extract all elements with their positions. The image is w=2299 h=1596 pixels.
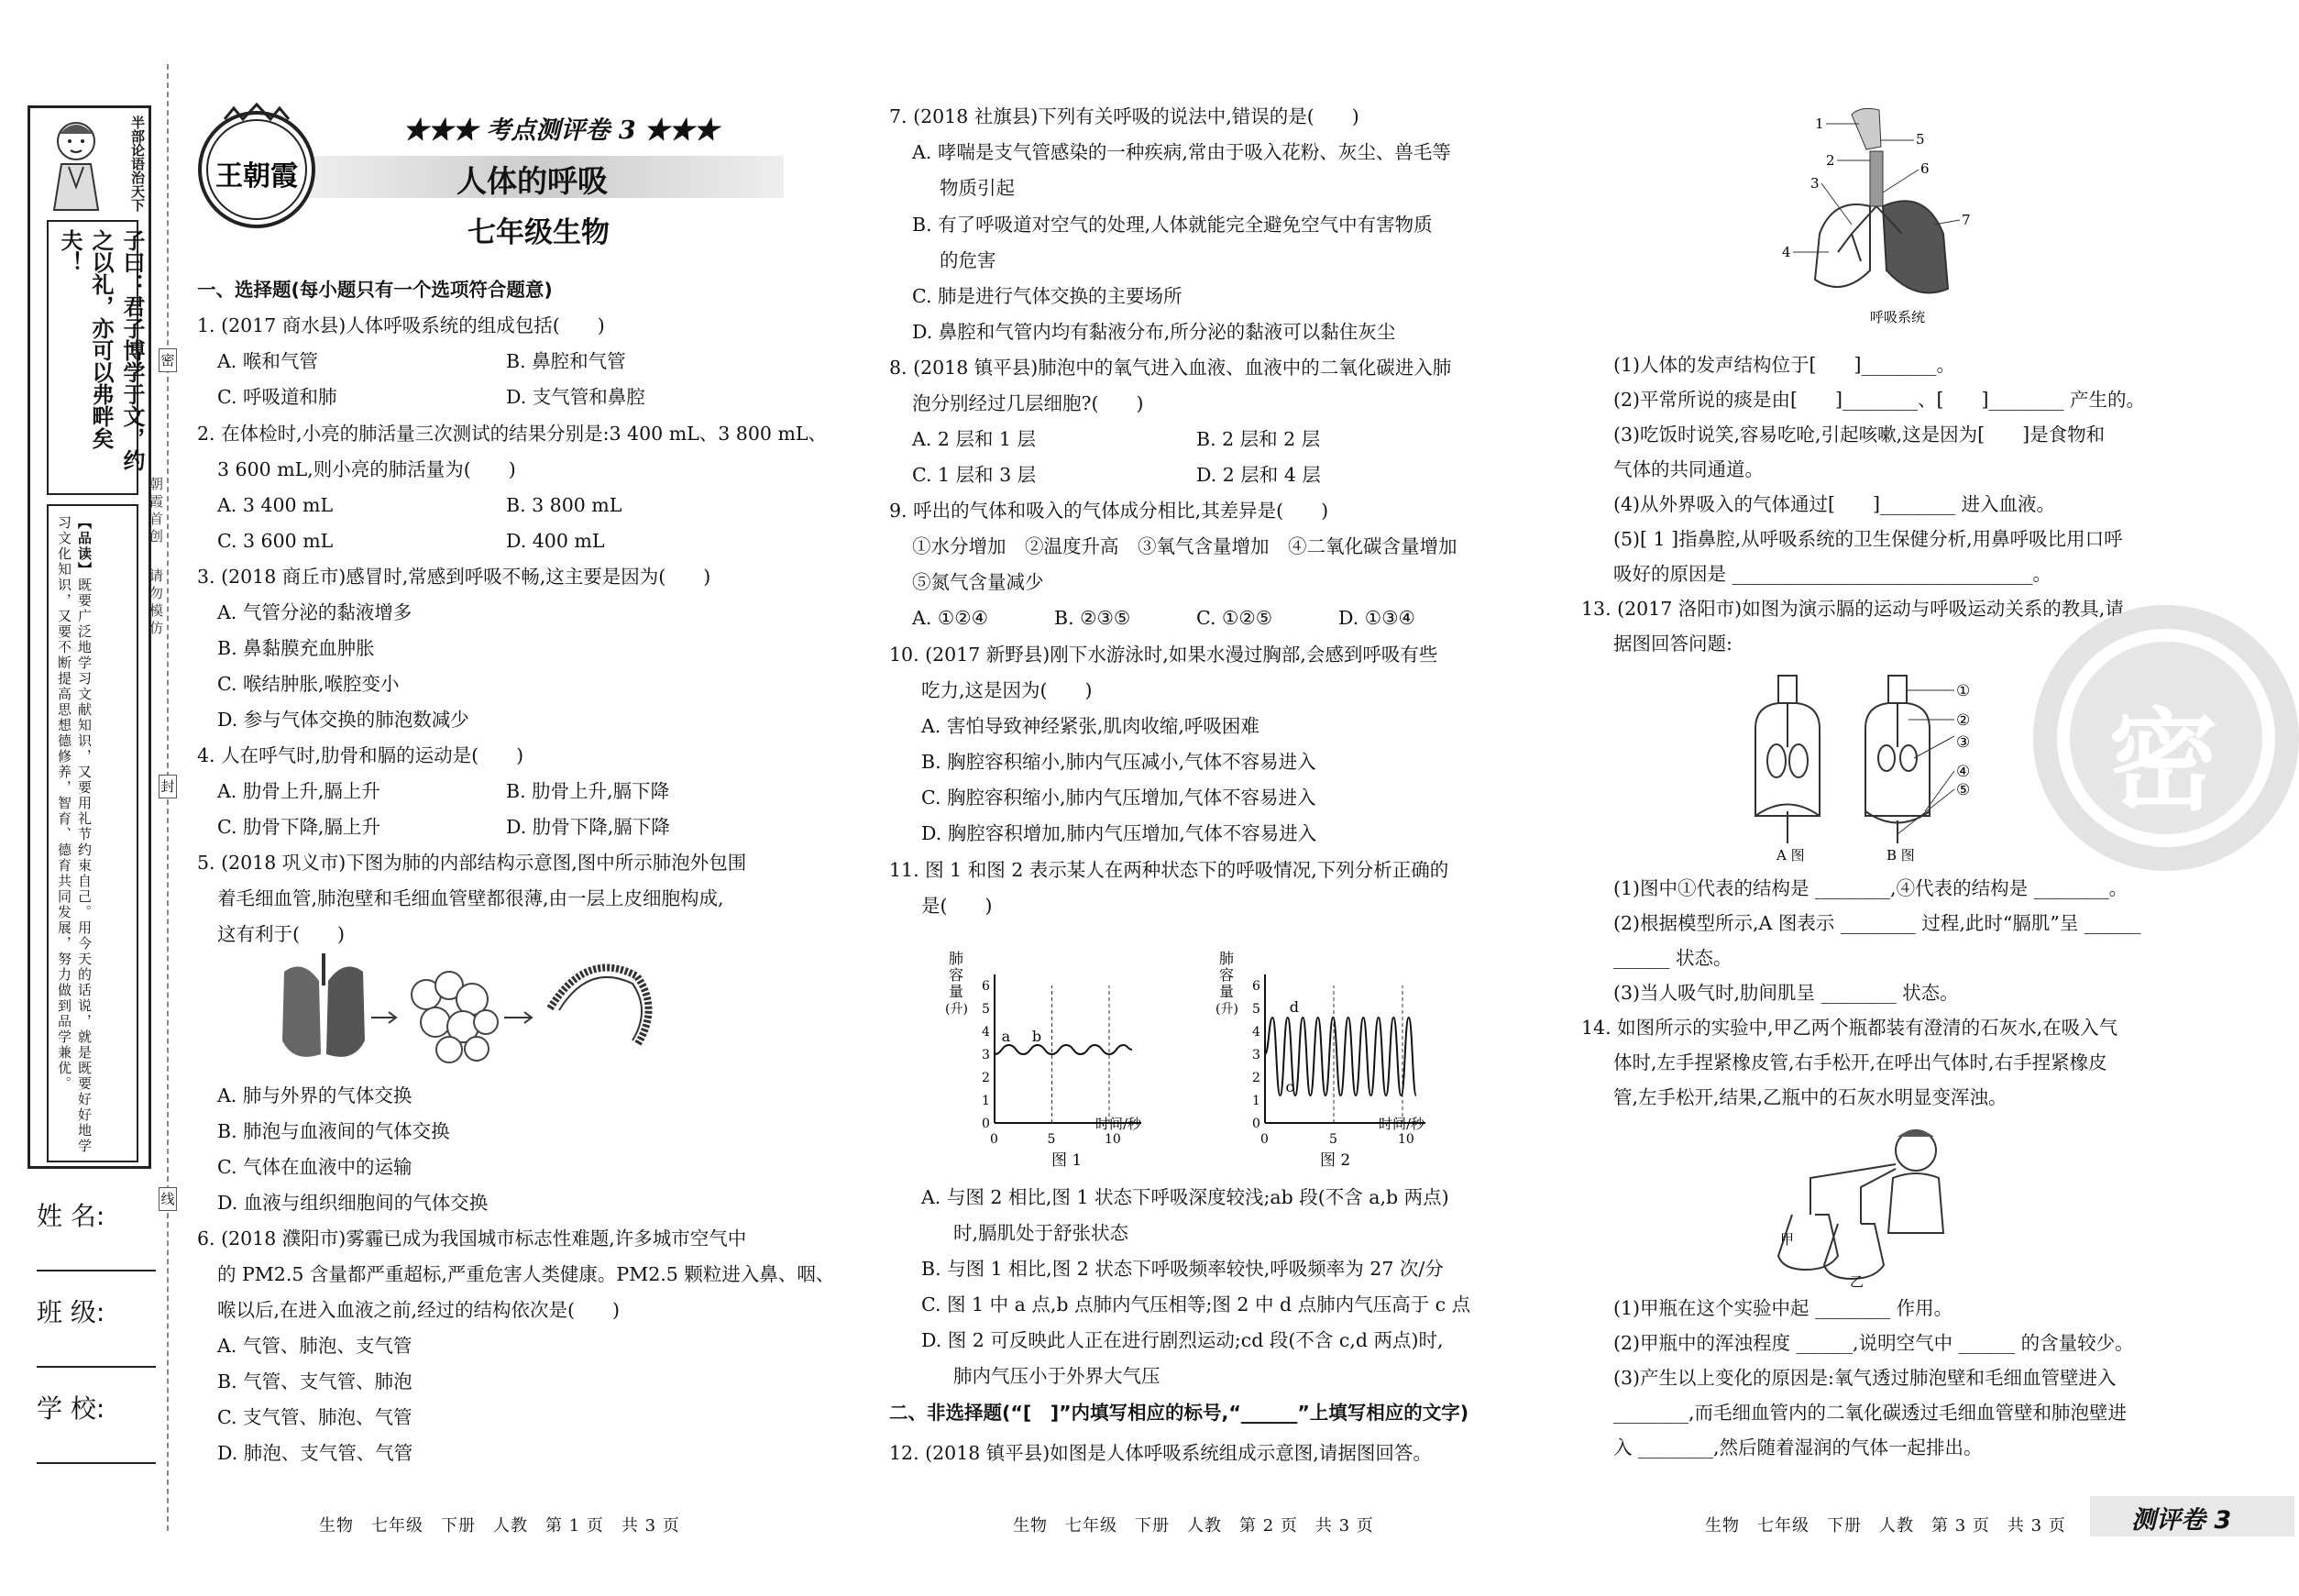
q14-part-3: (3)产生以上变化的原因是:氧气透过肺泡壁和毛细血管壁进入 (1613, 1367, 2117, 1389)
q11-stem: 11. 图 1 和图 2 表示某人在两种状态下的呼吸情况,下列分析正确的 (889, 859, 1449, 881)
chart2-caption: 图 2 (1320, 1151, 1351, 1170)
q3-option-a: A. 气管分泌的黏液增多 (217, 601, 412, 623)
q5-stem-cont-1: 着毛细血管,肺泡壁和毛细血管壁都很薄,由一层上皮细胞构成, (217, 887, 724, 909)
q7-stem: 7. (2018 社旗县)下列有关呼吸的说法中,错误的是( ) (889, 105, 1359, 127)
lime-water-experiment-figure (1778, 1123, 1980, 1288)
q6-stem-cont-2: 喉以后,在进入血液之前,经过的结构依次是( ) (217, 1299, 621, 1321)
q13-stem-cont: 据图回答问题: (1613, 633, 1732, 655)
footer-page-1: 生物 七年级 下册 人教 第 1 页 共 3 页 (319, 1516, 680, 1535)
q6-option-b: B. 气管、支气管、肺泡 (217, 1370, 412, 1392)
q14-stem: 14. 如图所示的实验中,甲乙两个瓶都装有澄清的石灰水,在吸入气 (1581, 1017, 2118, 1039)
alveoli-cluster-icon (412, 972, 498, 1062)
margin-vertical-tag: 半部论语治天下 (129, 116, 146, 212)
q14-stem-cont-2: 管,左手松开,结果,乙瓶中的石灰水明显变浑浊。 (1613, 1086, 2008, 1108)
q12-part-1: (1)人体的发声结构位于[ ]________。 (1613, 354, 1956, 376)
name-field-label: 姓 名: (37, 1201, 105, 1231)
q14-part-3-cont-2: 入 ________,然后随着湿润的气体一起排出。 (1613, 1436, 1983, 1458)
q9-stem: 9. 呼出的气体和吸入的气体成分相比,其差异是( ) (889, 500, 1329, 522)
q2-stem: 2. 在体检时,小亮的肺活量三次测试的结果分别是:3 400 mL、3 800 mL、 (197, 423, 828, 445)
q10-option-d: D. 胸腔容积增加,肺内气压增加,气体不容易进入 (921, 822, 1317, 844)
c1-ytick: 2 (982, 1071, 990, 1085)
q1-option-d: D. 支气管和鼻腔 (506, 386, 645, 408)
q5-option-d: D. 血液与组织细胞间的气体交换 (217, 1192, 489, 1214)
lung-structure-figure (275, 953, 660, 1068)
respiratory-system-figure (1778, 105, 1998, 325)
school-field-label: 学 校: (37, 1393, 105, 1424)
breathing-chart-1 (945, 949, 1169, 1170)
q1-option-b: B. 鼻腔和气管 (506, 350, 626, 372)
resp-label-3: 3 (1810, 175, 1820, 192)
q11-option-a: A. 与图 2 相比,图 1 状态下呼吸深度较浅;ab 段(不含 a,b 两点) (921, 1186, 1449, 1208)
q7-option-d: D. 鼻腔和气管内均有黏液分布,所分泌的黏液可以黏住灰尘 (912, 321, 1396, 343)
q9-option-a: A. ①②④ (912, 607, 988, 629)
right-lung-shape (1883, 201, 1948, 292)
c1-xtick: 10 (1105, 1132, 1121, 1147)
seal-mark-3: 线 (159, 1187, 177, 1211)
q12-part-5-cont: 吸好的原因是 ________________________________。 (1613, 563, 2052, 585)
confucius-cartoon-icon (36, 114, 116, 215)
q11-option-c: C. 图 1 中 a 点,b 点肺内气压相等;图 2 中 d 点肺内气压高于 c 点 (921, 1293, 1471, 1315)
breathing-chart-2 (1216, 949, 1458, 1170)
model-label-2: ② (1956, 711, 1971, 730)
series-number: 3 (618, 116, 636, 145)
model-label-4: ④ (1956, 763, 1971, 781)
name-field-line[interactable] (37, 1270, 156, 1271)
q5-option-c: C. 气体在血液中的运输 (217, 1156, 412, 1178)
c2-ytick: 6 (1252, 979, 1260, 994)
q5-stem: 5. (2018 巩义市)下图为肺的内部结构示意图,图中所示肺泡外包围 (197, 852, 747, 874)
nasal-cavity-shape (1852, 108, 1881, 149)
c2-ytick: 1 (1252, 1094, 1260, 1108)
c1-xtick: 5 (1047, 1132, 1056, 1147)
brand-logo-text: 王朝霞 (215, 160, 298, 193)
model-label-3: ③ (1956, 733, 1971, 752)
chart1-ylabel-3: 量 (949, 983, 964, 1000)
model-leader-lines (1898, 690, 1954, 834)
c1-ytick: 1 (982, 1094, 990, 1108)
c2-ytick: 3 (1252, 1048, 1260, 1062)
c2-xtick: 5 (1329, 1132, 1337, 1147)
reading-text (54, 515, 94, 1157)
chart1-xlabel: 时间/秒 (1095, 1116, 1142, 1132)
chart2-point-c: c (1285, 1078, 1294, 1095)
corner-tag: 测评卷 3 (2131, 1506, 2232, 1535)
series-name: 考点测评卷 (486, 116, 610, 145)
chart2-ylabel-1: 肺 (1219, 950, 1235, 967)
q10-stem-cont: 吃力,这是因为( ) (921, 679, 1093, 701)
q8-stem: 8. (2018 镇平县)肺泡中的氧气进入血液、血液中的二氧化碳进入肺 (889, 357, 1452, 379)
reading-title: 【品读】 (76, 515, 93, 578)
model-labels (1956, 682, 1970, 799)
reading-box (47, 504, 138, 1162)
chart1-point-b: b (1031, 1028, 1042, 1045)
c1-ytick: 3 (982, 1048, 990, 1062)
q12-part-5: (5)[ 1 ]指鼻腔,从呼吸系统的卫生保健分析,用鼻呼吸比用口呼 (1613, 528, 2123, 550)
left-margin-panel (28, 105, 151, 1169)
c2-ytick: 5 (1252, 1002, 1260, 1017)
q4-option-b: B. 肋骨上升,膈下降 (506, 780, 670, 802)
q8-option-d: D. 2 层和 4 层 (1196, 464, 1321, 486)
q7-option-a-cont: 物质引起 (940, 177, 1015, 199)
q9-items-cont: ⑤氮气含量减少 (912, 571, 1044, 593)
q11-stem-cont: 是( ) (921, 895, 993, 917)
chart1-ylabel-4: (升) (945, 1002, 968, 1017)
seal-stamp-text: 密 (2108, 699, 2218, 826)
series-label: ★★★ 考点测评卷 3 ★★★ (403, 116, 720, 145)
chart1-point-a: a (1001, 1028, 1011, 1045)
quote-box (47, 220, 145, 495)
q3-option-b: B. 鼻黏膜充血肿胀 (217, 637, 375, 659)
q8-option-a: A. 2 层和 1 层 (912, 428, 1036, 450)
q8-option-b: B. 2 层和 2 层 (1196, 428, 1321, 450)
seal-mark-1: 密 (159, 348, 177, 372)
q9-option-c: C. ①②⑤ (1196, 607, 1273, 629)
resp-label-6: 6 (1920, 160, 1930, 177)
q8-stem-cont: 泡分别经过几层细胞?( ) (912, 392, 1144, 414)
chart1-ylabel-2: 容 (949, 966, 964, 984)
q14-part-1: (1)甲瓶在这个实验中起 ________ 作用。 (1613, 1297, 1953, 1319)
flask-jia-label: 甲 (1780, 1231, 1795, 1248)
q9-items: ①水分增加 ②温度升高 ③氧气含量增加 ④二氧化碳含量增加 (912, 535, 1458, 557)
q12-stem: 12. (2018 镇平县)如图是人体呼吸系统组成示意图,请据图回答。 (889, 1442, 1432, 1464)
q7-option-c: C. 肺是进行气体交换的主要场所 (912, 285, 1182, 307)
q2-option-a: A. 3 400 mL (217, 494, 334, 516)
chart2-xlabel: 时间/秒 (1379, 1116, 1425, 1132)
q1-stem: 1. (2017 商水县)人体呼吸系统的组成包括( ) (197, 314, 605, 336)
q7-option-a: A. 哮喘是支气管感染的一种疾病,常由于吸入花粉、灰尘、兽毛等 (912, 141, 1451, 163)
c2-ytick: 0 (1252, 1117, 1260, 1131)
chart1-caption: 图 1 (1051, 1151, 1083, 1170)
q5-option-a: A. 肺与外界的气体交换 (217, 1084, 412, 1106)
q13-part-3: (3)当人吸气时,肋间肌呈 ________ 状态。 (1613, 982, 1959, 1004)
c1-xtick: 0 (990, 1132, 998, 1147)
bell-jar-b-icon (1865, 676, 1930, 843)
q10-stem: 10. (2017 新野县)刚下水游泳时,如果水漫过胸部,会感到呼吸有些 (889, 644, 1438, 666)
confucius-quote: 子曰：君子博学于文，约之以礼，亦可以弗畔矣夫！ (57, 229, 145, 471)
chart1-ylabel-1: 肺 (949, 950, 964, 967)
resp-label-7: 7 (1962, 212, 1971, 228)
q13-stem: 13. (2017 洛阳市)如图为演示膈的运动与呼吸运动关系的教具,请 (1581, 598, 2124, 620)
q7-option-b-cont: 的危害 (940, 249, 996, 271)
section-1-heading: 一、选择题(每小题只有一个选项符合题意) (197, 279, 553, 301)
q12-part-4: (4)从外界吸入的气体通过[ ]________ 进入血液。 (1613, 493, 2056, 515)
alveolus-wall-icon (550, 968, 649, 1045)
bell-jar-a-icon (1755, 676, 1820, 843)
q12-part-3: (3)吃饭时说笑,容易吃呛,引起咳嗽,这是因为[ ]是食物和 (1613, 424, 2106, 446)
q4-stem: 4. 人在呼气时,肋骨和膈的运动是( ) (197, 744, 524, 766)
model-b-caption: B 图 (1886, 847, 1915, 864)
c2-xtick: 0 (1260, 1132, 1269, 1147)
q10-option-a: A. 害怕导致神经紧张,肌肉收缩,呼吸困难 (921, 715, 1260, 737)
q4-option-a: A. 肋骨上升,膈上升 (217, 780, 380, 802)
chart1-axes (995, 974, 1141, 1123)
chart2-ylabel-3: 量 (1219, 983, 1235, 1000)
q10-option-c: C. 胸腔容积缩小,肺内气压增加,气体不容易进入 (921, 787, 1316, 809)
q11-option-b: B. 与图 1 相比,图 2 状态下呼吸频率较快,呼吸频率为 27 次/分 (921, 1258, 1444, 1280)
q6-stem-cont-1: 的 PM2.5 含量都严重超标,严重危害人类健康。PM2.5 颗粒进入鼻、咽、 (217, 1263, 835, 1285)
q10-option-b: B. 胸腔容积缩小,肺内气压减小,气体不容易进入 (921, 751, 1316, 773)
trachea-shape (1870, 151, 1883, 206)
q11-option-d: D. 图 2 可反映此人正在进行剧烈运动;cd 段(不含 c,d 两点)时, (921, 1329, 1444, 1351)
diaphragm-model-figure (1742, 674, 2017, 862)
model-label-1: ① (1956, 682, 1971, 700)
q8-option-c: C. 1 层和 3 层 (912, 464, 1037, 486)
chart2-ylabel-4: (升) (1216, 1002, 1238, 1017)
q2-option-b: B. 3 800 mL (506, 494, 622, 516)
q5-option-b: B. 肺泡与血液间的气体交换 (217, 1120, 450, 1142)
q4-option-c: C. 肋骨下降,膈上升 (217, 816, 381, 838)
q9-option-d: D. ①③④ (1338, 607, 1415, 629)
section-2-heading: 二、非选择题(“[ ]”内填写相应的标号,“______”上填写相应的文字) (889, 1402, 1469, 1424)
footer-page-3: 生物 七年级 下册 人教 第 3 页 共 3 页 (1705, 1516, 2066, 1535)
q12-part-2: (2)平常所说的痰是由[ ]________、[ ]________ 产生的。 (1613, 389, 2146, 411)
c1-ytick: 0 (982, 1117, 990, 1131)
c1-ytick: 5 (982, 1002, 990, 1017)
q2-option-d: D. 400 mL (506, 530, 605, 552)
resp-caption: 呼吸系统 (1870, 309, 1926, 325)
q5-stem-cont-2: 这有利于( ) (217, 923, 345, 945)
c2-ytick: 2 (1252, 1071, 1260, 1085)
q6-stem: 6. (2018 濮阳市)雾霾已成为我国城市标志性难题,许多城市空气中 (197, 1227, 747, 1249)
chart1-series-line (995, 1045, 1132, 1054)
brand-logo-icon (188, 101, 325, 238)
chart2-ylabel-2: 容 (1219, 966, 1235, 984)
class-field-label: 班 级: (37, 1297, 105, 1327)
resp-label-4: 4 (1782, 244, 1791, 260)
model-a-caption: A 图 (1776, 847, 1805, 864)
child-body-icon (1888, 1173, 1943, 1233)
flask-yi-label: 乙 (1850, 1273, 1864, 1290)
q3-option-c: C. 喉结肿胀,喉腔变小 (217, 673, 400, 695)
q6-option-d: D. 肺泡、支气管、气管 (217, 1442, 413, 1464)
q6-option-c: C. 支气管、肺泡、气管 (217, 1406, 412, 1428)
page-subtitle: 七年级生物 (468, 216, 610, 249)
q13-part-2: (2)根据模型所示,A 图表示 ________ 过程,此时“膈肌”呈 ______ (1613, 912, 2141, 934)
lung-right-shape (326, 966, 365, 1056)
q9-option-b: B. ②③⑤ (1054, 607, 1131, 629)
q2-option-c: C. 3 600 mL (217, 530, 334, 552)
lung-left-shape (282, 966, 321, 1056)
q13-part-1: (1)图中①代表的结构是 ________,④代表的结构是 ________。 (1613, 877, 2128, 899)
q6-option-a: A. 气管、肺泡、支气管 (217, 1335, 412, 1357)
resp-label-2: 2 (1826, 152, 1835, 169)
q3-stem: 3. (2018 商丘市)感冒时,常感到呼吸不畅,这主要是因为( ) (197, 566, 711, 588)
q14-part-2: (2)甲瓶中的浑浊程度 ______,说明空气中 ______ 的含量较少。 (1613, 1332, 2134, 1354)
q11-option-d-cont: 肺内气压小于外界大气压 (953, 1365, 1160, 1387)
c1-ytick: 6 (982, 979, 990, 994)
footer-page-2: 生物 七年级 下册 人教 第 2 页 共 3 页 (1013, 1516, 1374, 1535)
q11-option-a-cont: 时,膈肌处于舒张状态 (953, 1222, 1129, 1244)
q3-option-d: D. 参与气体交换的肺泡数减少 (217, 709, 469, 731)
q1-option-a: A. 喉和气管 (217, 350, 318, 372)
school-field-line[interactable] (37, 1462, 156, 1464)
resp-label-5: 5 (1916, 131, 1925, 148)
q13-part-2-cont: ______ 状态。 (1613, 947, 1732, 969)
q14-stem-cont-1: 体时,左手捏紧橡皮管,右手松开,在呼出气体时,右手捏紧橡皮 (1613, 1051, 2107, 1073)
cut-note-1: 朝霞首创 (148, 477, 164, 546)
q1-option-c: C. 呼吸道和肺 (217, 386, 337, 408)
chart2-point-d: d (1289, 998, 1299, 1016)
resp-label-1: 1 (1815, 116, 1824, 132)
c2-ytick: 4 (1252, 1025, 1260, 1040)
q12-part-3-cont: 气体的共同通道。 (1613, 458, 1764, 480)
cut-note-2: 请勿模仿 (148, 568, 164, 638)
page-title: 人体的呼吸 (456, 163, 608, 199)
model-label-5: ⑤ (1956, 781, 1971, 799)
c2-xtick: 10 (1398, 1132, 1414, 1147)
seal-mark-2: 封 (159, 775, 177, 798)
q14-part-3-cont-1: ________,而毛细血管内的二氧化碳透过毛细血管壁和肺泡壁进 (1613, 1402, 2128, 1424)
q2-stem-cont: 3 600 mL,则小亮的肺活量为( ) (217, 458, 516, 480)
reading-body: 既要广泛地学习文献知识，又要用礼节约束自己。用今天的话说，就是既要好好地学习文化知识，又要不断提高思想德修养，智育、德育共同发展，努力做到品学兼优。 (56, 515, 93, 1154)
q7-option-b: B. 有了呼吸道对空气的处理,人体就能完全避免空气中有害物质 (912, 214, 1433, 236)
q4-option-d: D. 肋骨下降,膈下降 (506, 816, 670, 838)
class-field-line[interactable] (37, 1366, 156, 1368)
c1-ytick: 4 (982, 1025, 990, 1040)
